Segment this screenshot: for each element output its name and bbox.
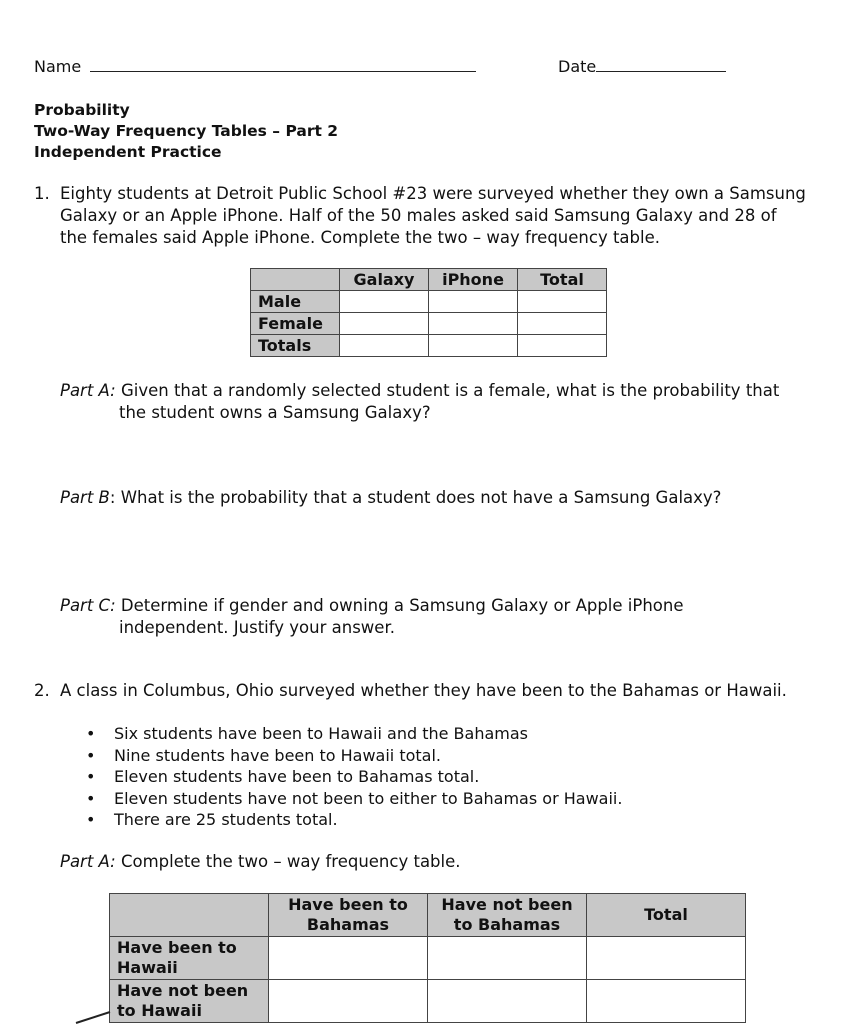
q1-part-c: [60, 595, 840, 639]
q2-cell-hawaii-bahamas[interactable]: [269, 937, 428, 980]
q1-col-iphone: iPhone: [429, 269, 518, 291]
title-block: [34, 100, 338, 163]
q1-cell-male-galaxy[interactable]: [340, 291, 429, 313]
q2-row-not-been-hawaii-line-2: to Hawaii: [117, 1001, 202, 1020]
q2-col-been-bahamas: [269, 894, 428, 937]
q2-col-been-bahamas-line-1: Have been to: [288, 895, 408, 914]
q1-row-totals: Totals: [251, 335, 340, 357]
q1-part-a-line-2: the student owns a Samsung Galaxy?: [119, 403, 431, 422]
q2-part-a-text: Complete the two – way frequency table.: [115, 852, 461, 871]
q2-cell-not-hawaii-total[interactable]: [587, 980, 746, 1023]
topic-title: Two-Way Frequency Tables – Part 2: [34, 122, 339, 140]
q1-part-c-line-1: Determine if gender and owning a Samsung Galaxy or Apple iPhone: [115, 596, 684, 615]
q2-cell-hawaii-not-bahamas[interactable]: [428, 937, 587, 980]
list-item: • Eleven students have not been to either to Bahamas or Hawaii.: [86, 788, 622, 810]
list-item: • There are 25 students total.: [86, 809, 622, 831]
q2-part-a: [60, 851, 840, 873]
q2-col-total: Total: [587, 894, 746, 937]
q1-cell-totals-total[interactable]: [518, 335, 607, 357]
q1-part-c-line-2: independent. Justify your answer.: [119, 618, 395, 637]
question-1-line-2: Galaxy or an Apple iPhone. Half of the 50 males asked said Samsung Galaxy and 28 of: [60, 206, 777, 225]
list-item: • Six students have been to Hawaii and the Bahamas: [86, 723, 622, 745]
q1-row-female: Female: [251, 313, 340, 335]
q2-row-been-hawaii-line-2: Hawaii: [117, 958, 178, 977]
q2-col-been-bahamas-line-2: Bahamas: [306, 915, 390, 934]
question-2-text: A class in Columbus, Ohio surveyed whether they have been to the Bahamas or Hawaii.: [60, 681, 787, 700]
q1-frequency-table: [250, 268, 607, 357]
q1-part-a: [60, 380, 840, 424]
q1-table-corner: [251, 269, 340, 291]
q2-col-not-been-bahamas-line-1: Have not been: [441, 895, 573, 914]
q1-cell-male-total[interactable]: [518, 291, 607, 313]
q1-cell-female-total[interactable]: [518, 313, 607, 335]
q2-part-a-label: Part A:: [60, 852, 116, 871]
date-label: Date: [558, 57, 597, 76]
question-2-number: 2.: [34, 681, 50, 700]
name-field: [34, 57, 476, 76]
question-2: [0, 680, 850, 704]
name-label: Name: [34, 57, 82, 76]
question-1-line-1: Eighty students at Detroit Public School #23 were surveyed whether they own a Samsung: [60, 184, 806, 203]
q1-part-c-label: Part C:: [60, 596, 116, 615]
q1-part-a-line-1: Given that a randomly selected student is a female, what is the probability that: [115, 381, 780, 400]
q2-cell-not-hawaii-not-bahamas[interactable]: [428, 980, 587, 1023]
q1-cell-female-galaxy[interactable]: [340, 313, 429, 335]
q2-row-not-been-hawaii: [110, 980, 269, 1023]
name-blank-line[interactable]: [90, 71, 476, 72]
q1-part-a-label: Part A:: [60, 381, 116, 400]
q2-row-been-hawaii-line-1: Have been to: [117, 938, 237, 957]
q1-cell-totals-iphone[interactable]: [429, 335, 518, 357]
q1-part-b: [60, 487, 840, 509]
q1-row-male: Male: [251, 291, 340, 313]
q2-col-not-been-bahamas: [428, 894, 587, 937]
q1-col-galaxy: Galaxy: [340, 269, 429, 291]
date-blank-line[interactable]: [596, 71, 726, 72]
pen-mark-icon: [70, 1008, 120, 1024]
question-1-number: 1.: [34, 184, 50, 203]
list-item: • Nine students have been to Hawaii total.: [86, 745, 622, 767]
list-item: • Eleven students have been to Bahamas total.: [86, 766, 622, 788]
question-1-line-3: the females said Apple iPhone. Complete the two – way frequency table.: [60, 228, 660, 247]
section-title: Independent Practice: [34, 143, 222, 161]
q1-part-b-label: Part B: [60, 488, 110, 507]
q2-facts-list: [86, 723, 622, 831]
q2-col-not-been-bahamas-line-2: to Bahamas: [453, 915, 561, 934]
q2-table-corner: [110, 894, 269, 937]
q1-cell-female-iphone[interactable]: [429, 313, 518, 335]
q2-frequency-table: [109, 893, 746, 1023]
q2-cell-not-hawaii-bahamas[interactable]: [269, 980, 428, 1023]
q1-col-total: Total: [518, 269, 607, 291]
date-field: [558, 57, 726, 76]
q1-cell-totals-galaxy[interactable]: [340, 335, 429, 357]
q1-cell-male-iphone[interactable]: [429, 291, 518, 313]
q1-part-b-text: : What is the probability that a student does not have a Samsung Galaxy?: [109, 488, 722, 507]
q2-cell-hawaii-total[interactable]: [587, 937, 746, 980]
question-1: [0, 183, 850, 253]
q2-row-not-been-hawaii-line-1: Have not been: [117, 981, 249, 1000]
subject-title: Probability: [34, 101, 130, 119]
q2-row-been-hawaii: [110, 937, 269, 980]
